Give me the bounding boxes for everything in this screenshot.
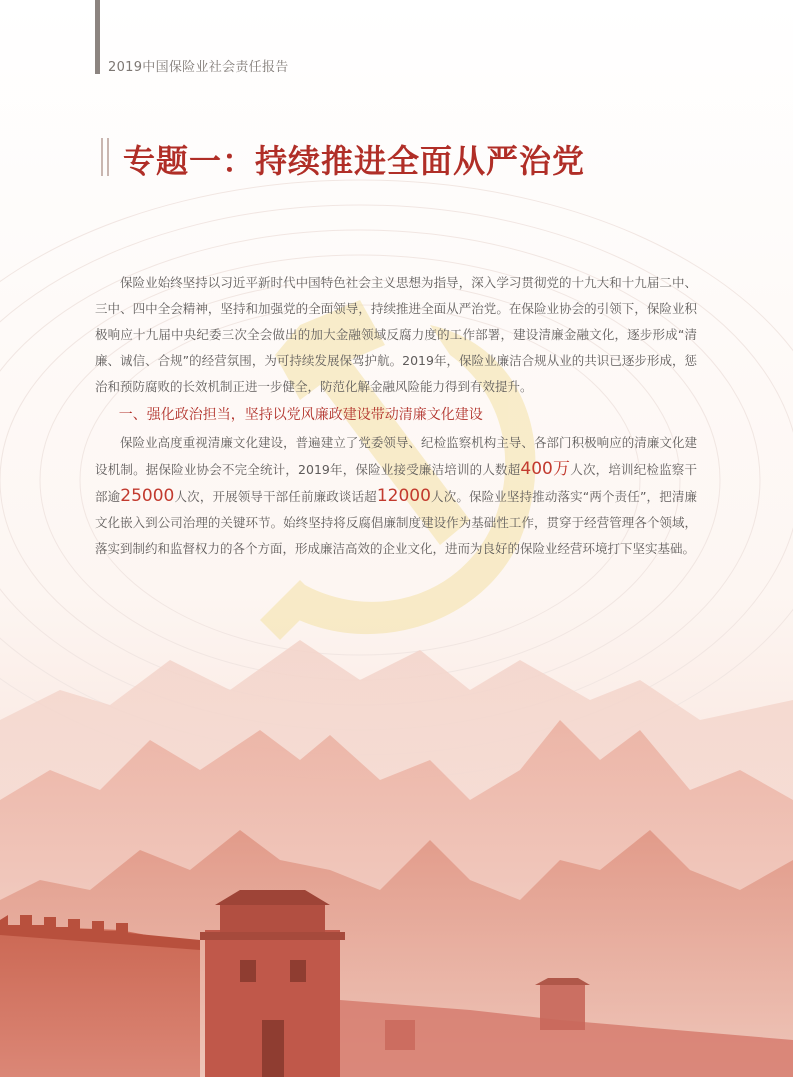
stats-text-d: 人次。保险业坚持推动落实“两个责任”，把清廉文化嵌入到公司治理的关键环节。始终坚持将反腐倡廉制度建设作为基础性工作，贯穿于经营管理各个领域，落实到制约和监督权力的各个方面，形成廉洁高效的企业文化，进而为良好的保险业经营环境打下坚实基础。 bbox=[95, 489, 697, 556]
stats-text-b: 人次，培训纪检监察干部逾 bbox=[95, 462, 697, 504]
stats-text-c: 人次，开展领导干部任前廉政谈话超 bbox=[174, 489, 377, 504]
stat-talks: 12000 bbox=[376, 486, 431, 506]
header-accent-bar bbox=[95, 0, 100, 74]
stats-text-a: 保险业高度重视清廉文化建设，普遍建立了党委领导、纪检监察机构主导、各部门积极响应的清廉文化建设机制。据保险业协会不完全统计，2019年，保险业接受廉洁培训的人数超 bbox=[95, 435, 697, 477]
title-accent-lines bbox=[101, 138, 111, 176]
stat-inspectors: 25000 bbox=[120, 486, 175, 506]
intro-paragraph: 保险业始终坚持以习近平新时代中国特色社会主义思想为指导，深入学习贯彻党的十九大和十九届二中、三中、四中全会精神，坚持和加强党的全面领导，持续推进全面从严治党。在保险业协会的引领下，保险业积极响应十九届中央纪委三次全会做出的加大金融领域反腐力度的工作部署，建设清廉金融文化，逐步形成“清廉、诚信、合规”的经营氛围，为可持续发展保驾护航。2019年，保险业廉洁合规从业的共识已逐步形成，惩治和预防腐败的长效机制正进一步健全，防范化解金融风险能力得到有效提升。 bbox=[95, 275, 697, 394]
stat-trainees: 400万 bbox=[520, 459, 571, 479]
section-title: 专题一：持续推进全面从严治党 bbox=[123, 142, 586, 180]
body-content bbox=[95, 270, 697, 562]
subheading-1: 一、强化政治担当，坚持以党风廉政建设带动清廉文化建设 bbox=[118, 407, 483, 423]
statistics-paragraph bbox=[95, 430, 697, 562]
running-header-title: 2019中国保险业社会责任报告 bbox=[108, 60, 289, 75]
